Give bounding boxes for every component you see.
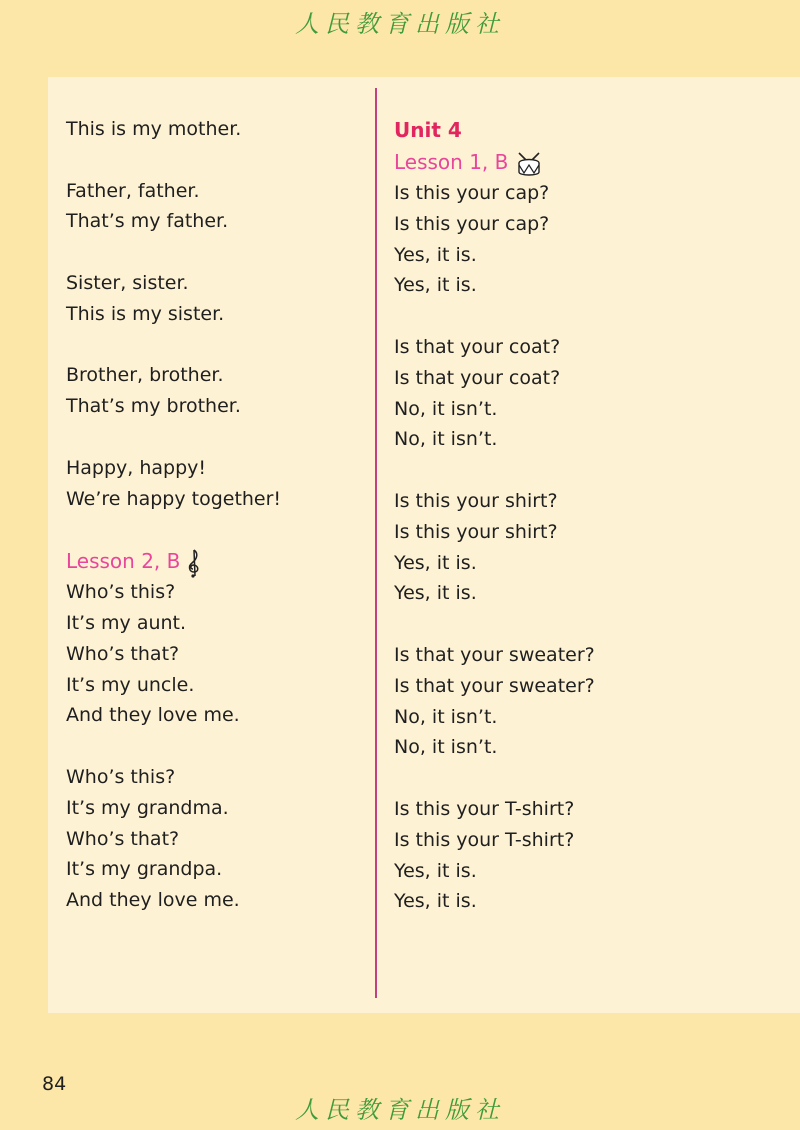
drum-icon (514, 151, 544, 177)
publisher-watermark-bottom: 人民教育出版社 (295, 1096, 505, 1124)
stanza-gap (66, 731, 366, 762)
poem-line: Is this your shirt? (394, 489, 558, 512)
poem-line: Yes, it is. (394, 890, 477, 913)
poem-line: We’re happy together! (66, 487, 282, 510)
poem-line: Is that your sweater? (394, 674, 595, 697)
unit-title: Unit 4 (394, 118, 462, 142)
poem-line: This is my sister. (66, 302, 225, 325)
poem-line: Sister, sister. (66, 271, 189, 294)
publisher-watermark-top: 人民教育出版社 (295, 10, 505, 38)
poem-line: Yes, it is. (394, 859, 477, 882)
poem-line: Father, father. (66, 179, 200, 202)
stanza-gap (394, 301, 774, 332)
poem-line: Is that your coat? (394, 366, 561, 389)
page-number: 84 (42, 1073, 67, 1095)
poem-line: Who’s that? (66, 827, 180, 850)
poem-line: And they love me. (66, 704, 240, 727)
stanza-gap (66, 514, 366, 545)
poem-line: Who’s this? (66, 581, 176, 604)
poem-line: Is this your cap? (394, 182, 550, 204)
stanza-gap (66, 422, 366, 453)
left-lesson-lines (66, 577, 366, 916)
poem-line: It’s my grandma. (66, 796, 229, 819)
poem-line: Is that your coat? (394, 335, 561, 358)
poem-line: That’s my father. (66, 210, 229, 233)
right-column (394, 114, 774, 917)
lesson-title-text: Lesson 1, B (394, 150, 509, 174)
poem-line: It’s my grandpa. (66, 858, 223, 881)
right-lines (394, 178, 774, 917)
stanza-gap (394, 609, 774, 640)
poem-line: Who’s that? (66, 642, 180, 665)
poem-line: Is that your sweater? (394, 643, 595, 666)
poem-line: No, it isn’t. (394, 397, 498, 420)
poem-line: Brother, brother. (66, 364, 224, 387)
lesson-title-text: Lesson 2, B (66, 549, 181, 574)
poem-line: It’s my aunt. (66, 611, 187, 634)
poem-line: Yes, it is. (394, 551, 477, 574)
poem-line: Happy, happy! (66, 456, 207, 479)
poem-line: Who’s this? (66, 765, 176, 788)
poem-line: Is this your shirt? (394, 520, 558, 543)
poem-line: Is this your cap? (394, 212, 550, 235)
stanza-gap (66, 145, 366, 176)
poem-line: No, it isn’t. (394, 736, 498, 759)
poem-line: Yes, it is. (394, 274, 477, 297)
poem-line: Is this your T-shirt? (394, 828, 575, 851)
stanza-gap (66, 330, 366, 361)
lesson-2-b-heading (66, 545, 366, 577)
music-note-icon (186, 548, 202, 578)
poem-line: Yes, it is. (394, 243, 477, 266)
poem-line: Yes, it is. (394, 582, 477, 605)
poem-line: No, it isn’t. (394, 705, 498, 728)
stanza-gap (394, 455, 774, 486)
stanza-gap (66, 237, 366, 268)
poem-line: And they love me. (66, 889, 240, 912)
poem-line: This is my mother. (66, 118, 242, 140)
poem-line: That’s my brother. (66, 395, 241, 418)
poem-line: Is this your T-shirt? (394, 797, 575, 820)
column-divider (375, 88, 377, 998)
poem-line: It’s my uncle. (66, 673, 195, 696)
stanza-gap (394, 763, 774, 794)
poem-line: No, it isn’t. (394, 428, 498, 451)
left-column (66, 114, 366, 916)
left-intro-lines (66, 114, 366, 545)
lesson-1-b-heading (394, 146, 774, 178)
